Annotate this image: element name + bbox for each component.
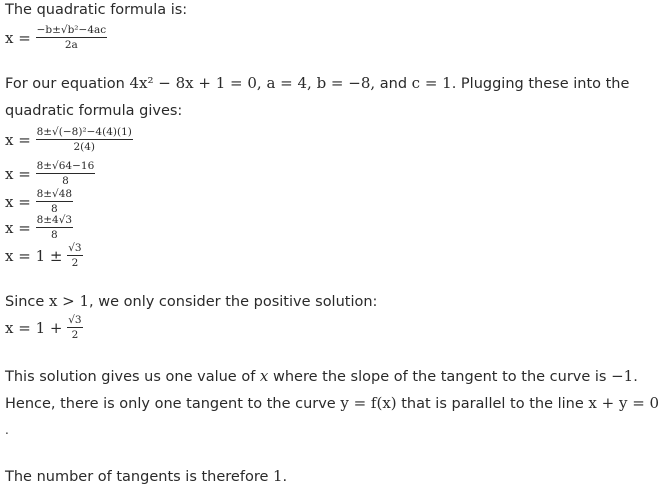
trailing-period: .: [5, 423, 9, 437]
step-numerator: 8±√64−16: [36, 160, 95, 172]
step-numerator: 8±4√3: [36, 214, 73, 226]
since-text: [5, 291, 377, 312]
text-segment: that is parallel to the line: [396, 396, 589, 412]
formula-denominator: 2a: [64, 39, 78, 51]
math-x: x: [259, 367, 269, 385]
text-segment: The number of tangents is therefore: [5, 469, 273, 485]
solution-lhs: x = 1 +: [5, 318, 68, 337]
math-slope: −1: [611, 367, 634, 385]
solution-denominator: 2: [71, 329, 79, 341]
solution-numerator: √3: [68, 314, 82, 326]
math-curve: y = f(x): [340, 394, 397, 412]
text-segment: Since: [5, 294, 49, 310]
step-denominator: 8: [62, 175, 69, 187]
step-3: [5, 188, 73, 215]
text-segment: where the slope of the tangent to the curve is: [268, 369, 612, 385]
text-segment: , we only consider the positive solution:: [89, 294, 378, 310]
math-condition: x > 1: [48, 292, 90, 310]
math-equation: 4x² − 8x + 1 = 0, a = 4, b = −8,: [129, 74, 376, 92]
text-segment: For our equation: [5, 76, 130, 92]
step-2: [5, 160, 95, 187]
formula-fraction: [36, 24, 108, 51]
step-lhs: x =: [5, 192, 36, 211]
paragraph-equation-line2: quadratic formula gives:: [5, 103, 183, 119]
step-fraction: [36, 214, 74, 241]
step-denominator: 2(4): [73, 141, 95, 153]
step-lhs: x = 1 ±: [5, 246, 68, 265]
positive-solution: [5, 314, 83, 341]
text-segment: This solution gives us one value of: [5, 369, 260, 385]
text-segment: .: [633, 369, 638, 385]
formula-numerator: −b±√b²−4ac: [36, 24, 107, 36]
step-fraction: [67, 242, 82, 269]
step-lhs: x =: [5, 130, 36, 149]
step-denominator: 8: [51, 203, 58, 215]
step-1: [5, 126, 133, 153]
step-fraction: [36, 126, 133, 153]
step-numerator: 8±√48: [36, 188, 73, 200]
step-fraction: [36, 188, 74, 215]
quadratic-formula: [5, 24, 107, 51]
text-segment: Hence, there is only one tangent to the curve: [5, 396, 341, 412]
text-segment: and: [375, 76, 412, 92]
math-line: x + y = 0: [588, 394, 659, 412]
step-denominator: 2: [71, 257, 79, 269]
math-count: 1: [273, 467, 283, 485]
step-lhs: x =: [5, 218, 36, 237]
solution-fraction: [67, 314, 82, 341]
text-segment: . Plugging these into the: [451, 76, 630, 92]
step-lhs: x =: [5, 164, 36, 183]
paragraph-tangent: [5, 393, 659, 414]
text-segment: .: [282, 469, 288, 485]
intro-text: The quadratic formula is:: [5, 2, 188, 18]
step-fraction: [36, 160, 96, 187]
paragraph-equation: [5, 73, 629, 94]
paragraph-slope: [5, 366, 638, 387]
step-5: [5, 242, 83, 269]
formula-lhs: x =: [5, 28, 36, 47]
step-numerator: 8±√(−8)²−4(4)(1): [36, 126, 132, 138]
step-4: [5, 214, 73, 241]
math-c: c = 1: [411, 74, 452, 92]
conclusion-text: [5, 466, 287, 487]
step-numerator: √3: [68, 242, 82, 254]
step-denominator: 8: [51, 229, 58, 241]
